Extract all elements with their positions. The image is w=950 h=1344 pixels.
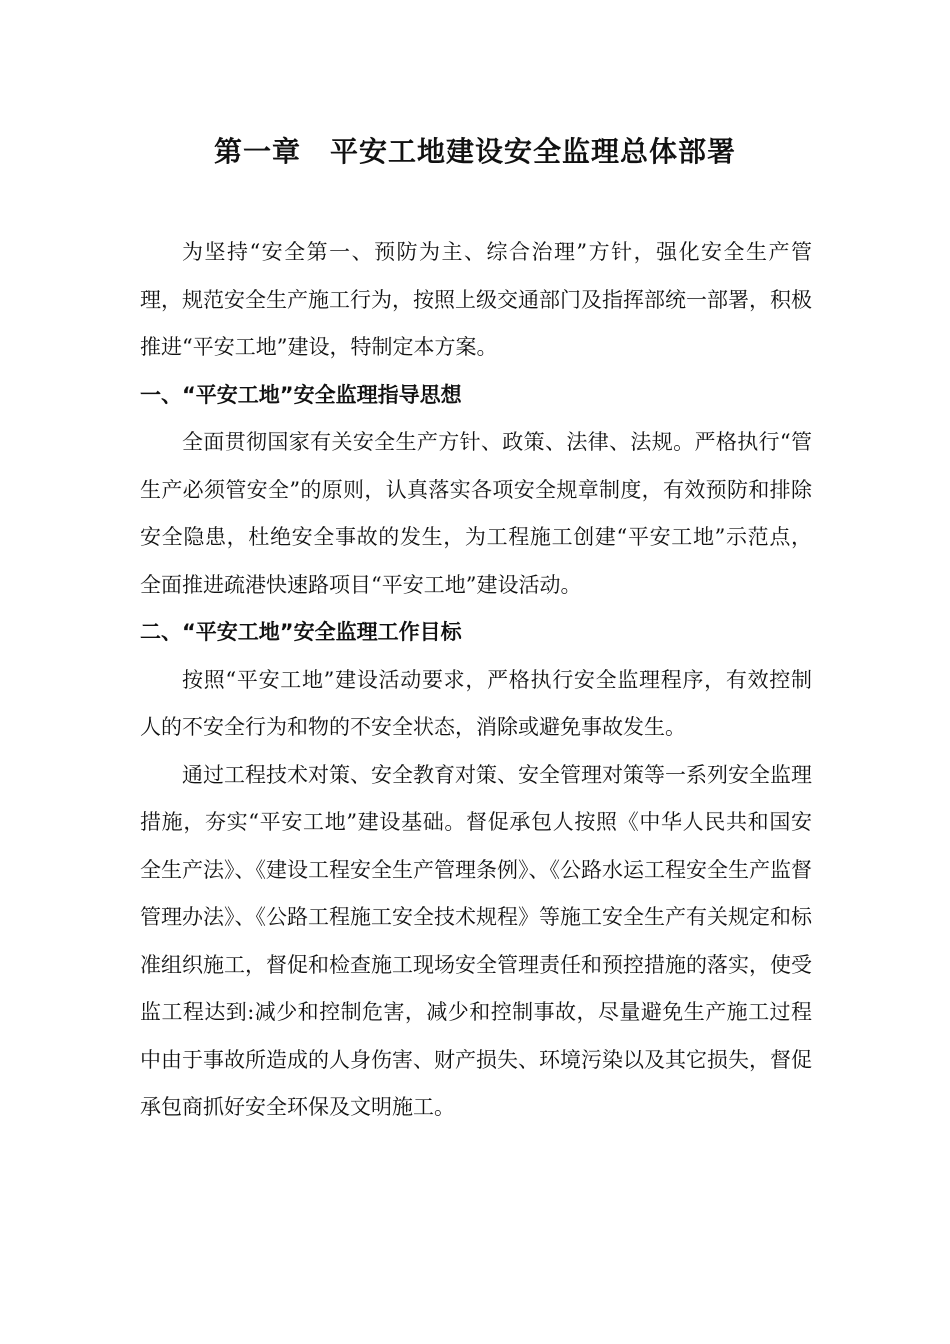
- chapter-title: 第一章 平安工地建设安全监理总体部署: [213, 135, 736, 168]
- section-paragraph: 全面贯彻国家有关安全生产方针、政策、法律、法规。严格执行“管生产必须管安全”的原则，认真落实各项安全规章制度，有效预防和排除安全隐患，杜绝安全事故的发生，为工程施工创建“平安工地”示范点，全面推进疏港快速路项目“平安工地”建设活动。: [140, 430, 812, 597]
- document-body: [140, 229, 812, 1132]
- section-heading-guiding-ideology: 一、“平安工地”安全监理指导思想: [140, 382, 462, 407]
- section-paragraph: 通过工程技术对策、安全教育对策、安全管理对策等一系列安全监理措施，夯实“平安工地”建设基础。督促承包人按照《中华人民共和国安全生产法》、《建设工程安全生产管理条例》、《公路水运工程安全生产监督管理办法》、《公路工程施工安全技术规程》等施工安全生产有关规定和标准组织施工，督促和检查施工现场安全管理责任和预控措施的落实，使受监工程达到:减少和控制危害，减少和控制事故，尽量避免生产施工过程中由于事故所造成的人身伤害、财产损失、环境污染以及其它损失，督促承包商抓好安全环保及文明施工。: [140, 762, 812, 1119]
- section-heading-work-objectives: 二、“平安工地”安全监理工作目标: [140, 620, 462, 644]
- intro-paragraph: 为坚持“安全第一、预防为主、综合治理”方针，强化安全生产管理，规范安全生产施工行为，按照上级交通部门及指挥部统一部署，积极推进“平安工地”建设，特制定本方案。: [140, 240, 812, 359]
- section-paragraph: 按照“平安工地”建设活动要求，严格执行安全监理程序，有效控制人的不安全行为和物的不安全状态，消除或避免事故发生。: [140, 667, 812, 739]
